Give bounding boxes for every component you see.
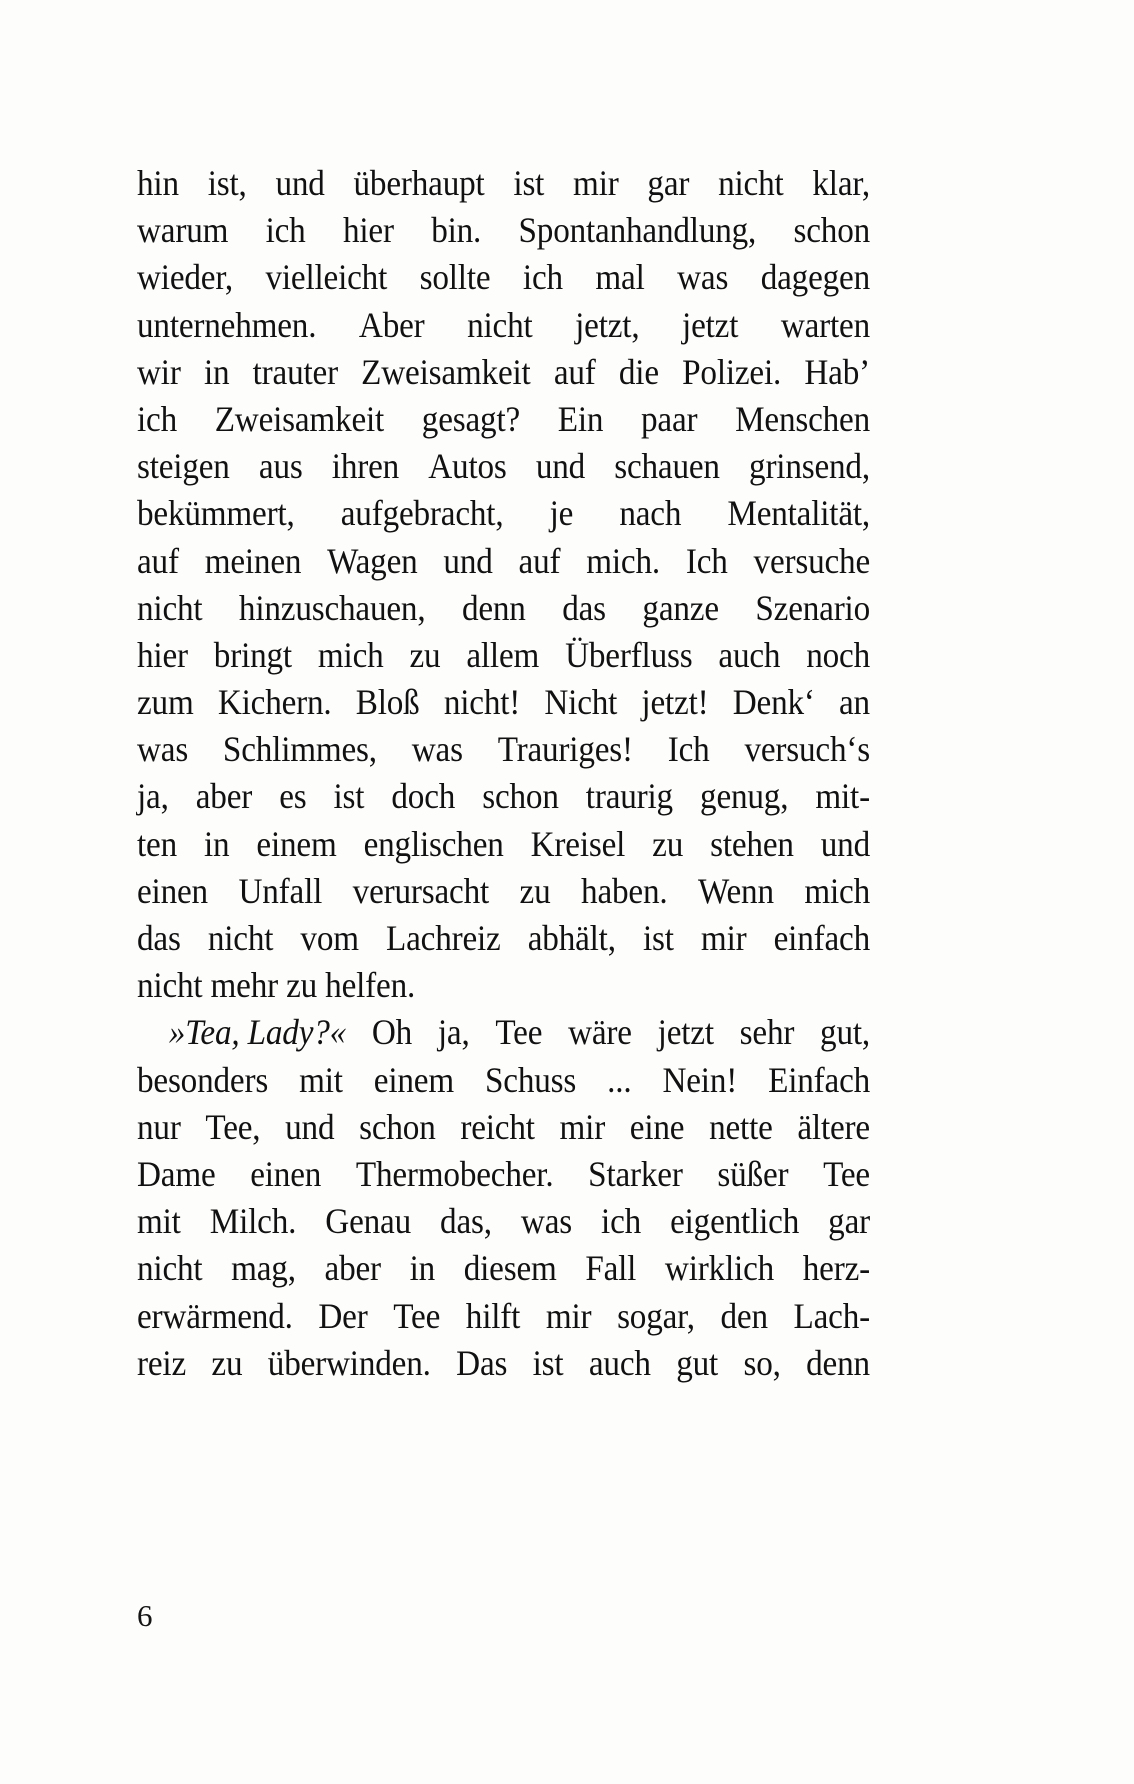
word: was xyxy=(520,1201,572,1242)
word: mit xyxy=(137,1201,181,1242)
word: auf xyxy=(518,540,561,581)
word: Lachreiz xyxy=(386,918,501,958)
word: gut xyxy=(676,1342,719,1383)
word: jetzt xyxy=(682,304,739,345)
word: Milch. xyxy=(209,1201,297,1242)
word: einfach xyxy=(773,918,870,958)
word: nach xyxy=(619,493,682,534)
word: abhält, xyxy=(527,918,616,958)
word: und xyxy=(285,1106,335,1147)
word: Schuss xyxy=(484,1059,577,1100)
word: stehen xyxy=(710,823,794,864)
word: steigen xyxy=(137,446,230,487)
word: Bloß xyxy=(355,682,420,723)
text-line xyxy=(137,1198,870,1245)
page-number: 6 xyxy=(137,1598,153,1633)
word: nicht! xyxy=(443,682,521,723)
word: ich xyxy=(265,210,306,251)
word: ist, xyxy=(207,163,247,203)
word: grinsend, xyxy=(749,446,870,487)
text-line xyxy=(137,302,870,349)
word: was xyxy=(137,729,189,770)
word: dagegen xyxy=(760,257,870,298)
word: gar xyxy=(828,1201,870,1242)
word: Dame xyxy=(137,1153,216,1194)
word: ten xyxy=(137,823,178,864)
word: mir xyxy=(573,163,619,203)
word: Nein! xyxy=(662,1059,738,1100)
word: aber xyxy=(195,776,253,817)
word: vielleicht xyxy=(265,257,388,298)
word: diesem xyxy=(463,1248,557,1289)
word: hilft xyxy=(465,1295,521,1336)
word: überhaupt xyxy=(353,163,485,203)
text-line xyxy=(137,773,870,820)
word: trauter xyxy=(252,351,338,392)
word: Tee, xyxy=(205,1106,261,1147)
word: was xyxy=(411,729,463,770)
word: Oh xyxy=(371,1012,413,1053)
word: bringt xyxy=(213,634,292,675)
word: vom xyxy=(300,918,359,958)
word: eine xyxy=(629,1106,685,1147)
word: eigentlich xyxy=(670,1201,800,1242)
word: überwinden. xyxy=(267,1342,431,1383)
word: und xyxy=(275,163,325,203)
word: genug, xyxy=(700,776,789,817)
word: die xyxy=(618,351,659,392)
word: gut, xyxy=(820,1012,871,1053)
text-line xyxy=(137,915,870,962)
text-line xyxy=(137,1340,870,1387)
word: süßer xyxy=(717,1153,789,1194)
word: Zweisamkeit xyxy=(361,351,531,392)
paragraph-continued xyxy=(137,160,870,1009)
word: Menschen xyxy=(735,398,871,439)
word: wäre xyxy=(568,1012,632,1053)
word: paar xyxy=(640,398,698,439)
text-line xyxy=(137,585,870,632)
word: mit xyxy=(299,1059,343,1100)
word: Ich xyxy=(685,540,728,581)
word: in xyxy=(203,351,230,392)
word: Thermobecher. xyxy=(355,1153,554,1194)
word: wieder, xyxy=(137,257,233,298)
word: mir xyxy=(545,1295,592,1336)
word: aber xyxy=(324,1248,381,1289)
word: hin xyxy=(137,163,179,203)
word: auf xyxy=(137,540,179,581)
word: verursacht xyxy=(352,870,490,911)
word: Kreisel xyxy=(530,823,626,864)
text-line xyxy=(137,821,870,868)
word: in xyxy=(203,823,230,864)
word: Kichern. xyxy=(217,682,332,723)
word: reiz xyxy=(137,1342,186,1383)
text-line xyxy=(137,349,870,396)
word: schon xyxy=(482,776,559,817)
word: gar xyxy=(647,163,690,203)
word: versuche xyxy=(753,540,871,581)
word: nicht xyxy=(718,163,784,203)
word: ich xyxy=(137,398,178,439)
word: Nicht xyxy=(544,682,618,723)
word: Unfall xyxy=(238,870,323,911)
word: Schlimmes, xyxy=(222,729,377,770)
word: mich. xyxy=(586,540,660,581)
word: jetzt, xyxy=(575,304,640,345)
word: ja, xyxy=(437,1012,470,1053)
word: schon xyxy=(793,210,871,251)
word: aufgebracht, xyxy=(340,493,504,534)
word: jetzt xyxy=(657,1012,714,1053)
paragraph-tea-lady xyxy=(137,1009,870,1387)
word: versuch‘s xyxy=(744,729,870,770)
word: meinen xyxy=(204,540,302,581)
word: auch xyxy=(718,634,781,675)
word: unternehmen. xyxy=(137,304,317,345)
word: Lach- xyxy=(793,1295,870,1336)
word: so, xyxy=(743,1342,781,1383)
word: ich xyxy=(601,1201,642,1242)
word: nette xyxy=(709,1106,773,1147)
word: Starker xyxy=(588,1153,683,1194)
text-line xyxy=(137,254,870,301)
word: reicht xyxy=(460,1106,535,1147)
word: und xyxy=(820,823,871,864)
word: auch xyxy=(588,1342,651,1383)
word: zum xyxy=(137,682,194,723)
word: den xyxy=(720,1295,768,1336)
word: Szenario xyxy=(755,587,871,628)
word: doch xyxy=(391,776,456,817)
word: hier xyxy=(137,634,188,675)
word: sehr xyxy=(739,1012,795,1053)
word: Trauriges! xyxy=(497,729,633,770)
word: denn xyxy=(461,587,526,628)
word: Polizei. xyxy=(682,351,782,392)
word: Ich xyxy=(667,729,710,770)
word: warten xyxy=(780,304,871,345)
word: auf xyxy=(553,351,596,392)
line-start xyxy=(137,1009,346,1056)
word: nicht xyxy=(137,1248,203,1289)
text-line xyxy=(137,726,870,773)
word: je xyxy=(549,493,574,534)
word: nicht xyxy=(207,918,274,958)
word: Ein xyxy=(557,398,604,439)
word: schon xyxy=(359,1106,436,1147)
word: Aber xyxy=(358,304,425,345)
word: hier xyxy=(342,210,394,251)
word: warum xyxy=(137,210,229,251)
body-text-block xyxy=(137,160,870,1387)
word: einem xyxy=(256,823,337,864)
text-line xyxy=(137,632,870,679)
word: traurig xyxy=(585,776,673,817)
word: mag, xyxy=(231,1248,296,1289)
text-line xyxy=(137,1245,870,1292)
word: Genau xyxy=(325,1201,411,1242)
word: hinzuschauen, xyxy=(238,587,426,628)
word: Mentalität, xyxy=(727,493,871,534)
text-line xyxy=(137,160,870,207)
word: Denk‘ xyxy=(732,682,815,723)
text-line xyxy=(137,868,870,915)
word: Der xyxy=(318,1295,368,1336)
word: Tee xyxy=(823,1153,870,1194)
text-line xyxy=(137,1057,870,1104)
word: zu xyxy=(211,1342,243,1383)
word: mal xyxy=(595,257,645,298)
word: Wenn xyxy=(698,870,774,911)
word: bin. xyxy=(431,210,482,251)
word: bekümmert, xyxy=(137,493,295,534)
word: und xyxy=(443,540,493,581)
word: besonders xyxy=(137,1059,269,1100)
word: Zweisamkeit xyxy=(214,398,385,439)
word: Hab’ xyxy=(804,351,870,392)
word: ist xyxy=(513,163,545,203)
word: sollte xyxy=(419,257,491,298)
word: herz- xyxy=(802,1248,870,1289)
word: mir xyxy=(700,918,747,958)
text-line xyxy=(137,1104,870,1151)
word: mir xyxy=(559,1106,606,1147)
word: ich xyxy=(522,257,563,298)
word: das xyxy=(562,587,606,628)
word: Tee xyxy=(393,1295,441,1336)
word: zu xyxy=(519,870,551,911)
word: nicht xyxy=(137,587,203,628)
word: es xyxy=(279,776,307,817)
word: einen xyxy=(137,870,208,911)
italic-quote: »Tea, Lady?« xyxy=(168,1012,347,1053)
text-line xyxy=(137,679,870,726)
word: schauen xyxy=(614,446,720,487)
word: gesagt? xyxy=(421,398,521,439)
word: was xyxy=(677,257,729,298)
word: mich xyxy=(317,634,384,675)
word: Das xyxy=(456,1342,508,1383)
word: Spontanhandlung, xyxy=(518,210,757,251)
word: wirklich xyxy=(664,1248,775,1289)
word: ihren xyxy=(331,446,400,487)
word: einen xyxy=(250,1153,322,1194)
word: Überfluss xyxy=(565,634,693,675)
word: Tee xyxy=(495,1012,543,1053)
word: mit- xyxy=(815,776,870,817)
word: nur xyxy=(137,1106,181,1147)
word: sogar, xyxy=(617,1295,695,1336)
word: das xyxy=(137,918,181,958)
word: das, xyxy=(440,1201,492,1242)
word: Einfach xyxy=(768,1059,871,1100)
word: denn xyxy=(806,1342,870,1383)
word: zu xyxy=(409,634,441,675)
text-line xyxy=(137,490,870,537)
word: in xyxy=(409,1248,436,1289)
word: jetzt! xyxy=(641,682,709,723)
word: ist xyxy=(532,1342,564,1383)
word: haben. xyxy=(581,870,668,911)
word: ältere xyxy=(797,1106,870,1147)
text-line xyxy=(137,443,870,490)
word: mich xyxy=(804,870,870,911)
word: Wagen xyxy=(327,540,418,581)
word: noch xyxy=(806,634,871,675)
word: und xyxy=(535,446,586,487)
text-line xyxy=(137,396,870,443)
word: ist xyxy=(333,776,365,817)
word: ist xyxy=(642,918,674,958)
text-line xyxy=(137,1293,870,1340)
word: Autos xyxy=(428,446,507,487)
word: englischen xyxy=(363,823,504,864)
word: ganze xyxy=(642,587,719,628)
word: an xyxy=(838,682,870,723)
word: ja, xyxy=(137,776,169,817)
word: ... xyxy=(607,1059,632,1100)
text-line: nicht mehr zu helfen. xyxy=(137,965,416,1006)
word: klar, xyxy=(812,163,871,203)
word: zu xyxy=(652,823,684,864)
text-line xyxy=(137,538,870,585)
word: Fall xyxy=(585,1248,637,1289)
word: erwärmend. xyxy=(137,1295,293,1336)
word: einem xyxy=(373,1059,454,1100)
word: wir xyxy=(137,351,181,392)
text-line xyxy=(137,1009,870,1056)
word: aus xyxy=(258,446,303,487)
text-line xyxy=(137,1151,870,1198)
text-line xyxy=(137,207,870,254)
word: allem xyxy=(466,634,540,675)
word: nicht xyxy=(467,304,533,345)
